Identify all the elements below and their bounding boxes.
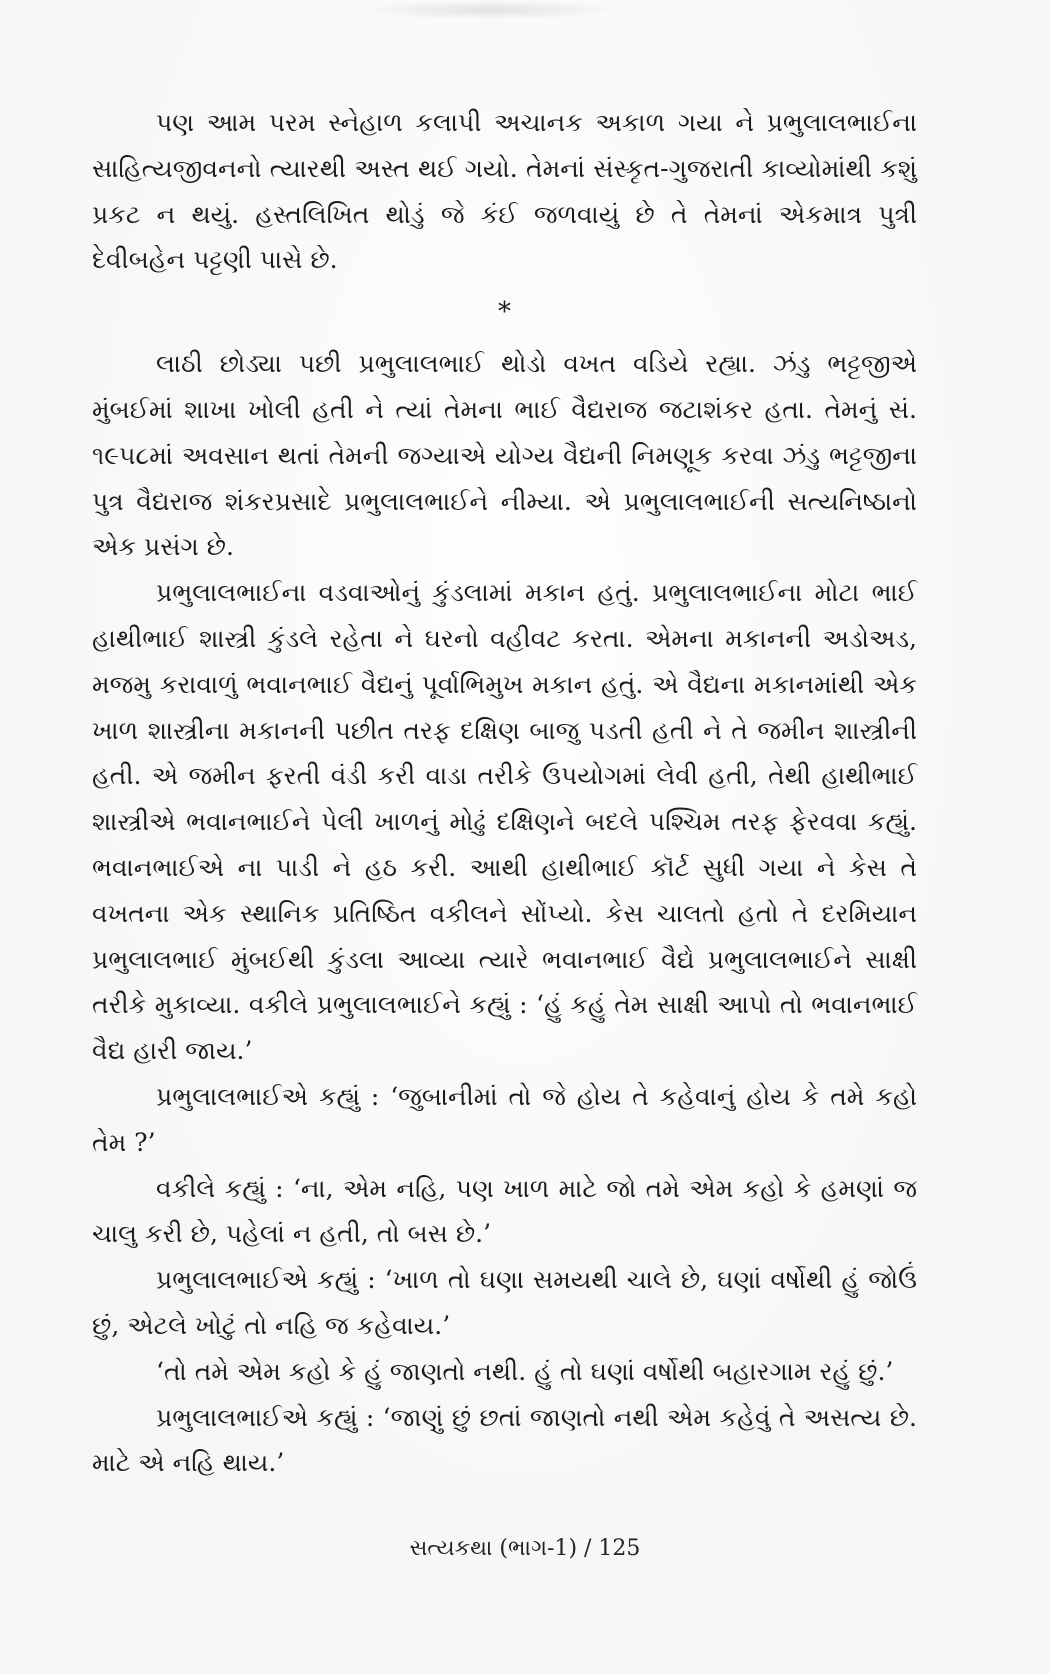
paragraph: પ્રભુલાલભાઈના વડવાઓનું કુંડલામાં મકાન હતું. પ્રભુલાલભાઈના મોટા ભાઈ હાથીભાઈ શાસ્ત્રી કુંડલે રહેતા ને ઘરનો વહીવટ કરતા. એમના મકાનની અડોઅડ, મજમુ કરાવાળું ભવાનભાઈ વૈદ્યનું પૂર્વાભિમુખ મકાન હતું. એ વૈદ્યના મકાનમાંથી એક ખાળ શાસ્ત્રીના મકાનની પછીત તરફ દક્ષિણ બાજુ પડતી હતી ને તે જમીન શાસ્ત્રીની હતી. એ જમીન ફરતી વંડી કરી વાડા તરીકે ઉપયોગમાં લેવી હતી, તેથી હાથીભાઈ શાસ્ત્રીએ ભવાનભાઈને પેલી ખાળનું મોઢું દક્ષિણને બદલે પશ્ચિમ તરફ ફેરવવા કહ્યું. ભવાનભાઈએ ના પાડી ને હઠ કરી. આથી હાથીભાઈ કૉર્ટ સુધી ગયા ને કેસ તે વખતના એક સ્થાનિક પ્રતિષ્ઠિત વકીલને સોંપ્યો. કેસ ચાલતો હતો તે દરમિયાન પ્રભુલાલભાઈ મુંબઈથી કુંડલા આવ્યા ત્યારે ભવાનભાઈ વૈદ્યે પ્રભુલાલભાઈને સાક્ષી તરીકે મુકાવ્યા. વકીલે પ્રભુલાલભાઈને કહ્યું : ‘હું કહું તેમ સાક્ષી આપો તો ભવાનભાઈ વૈદ્ય હારી જાય.’ xyxy=(92,578,917,1066)
paragraph: લાઠી છોડ્યા પછી પ્રભુલાલભાઈ થોડો વખત વડિયે રહ્યા. ઝંડુ ભટ્ટજીએ મુંબઈમાં શાખા ખોલી હતી ને ત્યાં તેમના ભાઈ વૈદ્યરાજ જટાશંકર હતા. તેમનું સં. ૧૯૫૮માં અવસાન થતાં તેમની જગ્યાએ યોગ્ય વૈદ્યની નિમણૂક કરવા ઝંડુ ભટ્ટજીના પુત્ર વૈદ્યરાજ શંકરપ્રસાદે પ્રભુલાલભાઈને નીમ્યા. એ પ્રભુલાલભાઈની સત્યનિષ્ઠાનો એક પ્રસંગ છે. xyxy=(92,349,917,562)
paragraph: પણ આમ પરમ સ્નેહાળ કલાપી અચાનક અકાળ ગયા ને પ્રભુલાલભાઈના સાહિત્યજીવનનો ત્યારથી અસ્ત થઈ ગયો. તેમનાં સંસ્કૃત-ગુજરાતી કાવ્યોમાંથી કશું પ્રકટ ન થયું. હસ્તલિખિત થોડું જે કંઈ જળવાયું છે તે તેમનાં એકમાત્ર પુત્રી દેવીબહેન પટ્ટણી પાસે છે. xyxy=(92,108,917,275)
paragraph: ‘તો તમે એમ કહો કે હું જાણતો નથી. હું તો ઘણાં વર્ષોથી બહારગામ રહું છું.’ xyxy=(156,1356,894,1386)
paragraph: પ્રભુલાલભાઈએ કહ્યું : ‘જુબાનીમાં તો જે હોય તે કહેવાનું હોય કે તમે કહો તેમ ?’ xyxy=(92,1081,917,1157)
paragraph: પ્રભુલાલભાઈએ કહ્યું : ‘ખાળ તો ઘણા સમયથી ચાલે છે, ઘણાં વર્ષોથી હું જોઉં છું, એટલે ખોટું તો નહિ જ કહેવાય.’ xyxy=(92,1265,917,1340)
page-footer: સત્યકથા (ભાગ-1) / 125 xyxy=(409,1536,641,1561)
section-separator: * xyxy=(498,297,511,328)
paragraph: પ્રભુલાલભાઈએ કહ્યું : ‘જાણું છું છતાં જાણતો નથી એમ કહેવું તે અસત્ય છે. માટે એ નહિ થાય.’ xyxy=(92,1402,917,1478)
scan-smudge xyxy=(360,0,620,20)
paragraph: વકીલે કહ્યું : ‘ના, એમ નહિ, પણ ખાળ માટે જો તમે એમ કહો કે હમણાં જ ચાલુ કરી છે, પહેલાં ન હતી, તો બસ છે.’ xyxy=(92,1173,917,1249)
body-text xyxy=(92,85,917,1486)
